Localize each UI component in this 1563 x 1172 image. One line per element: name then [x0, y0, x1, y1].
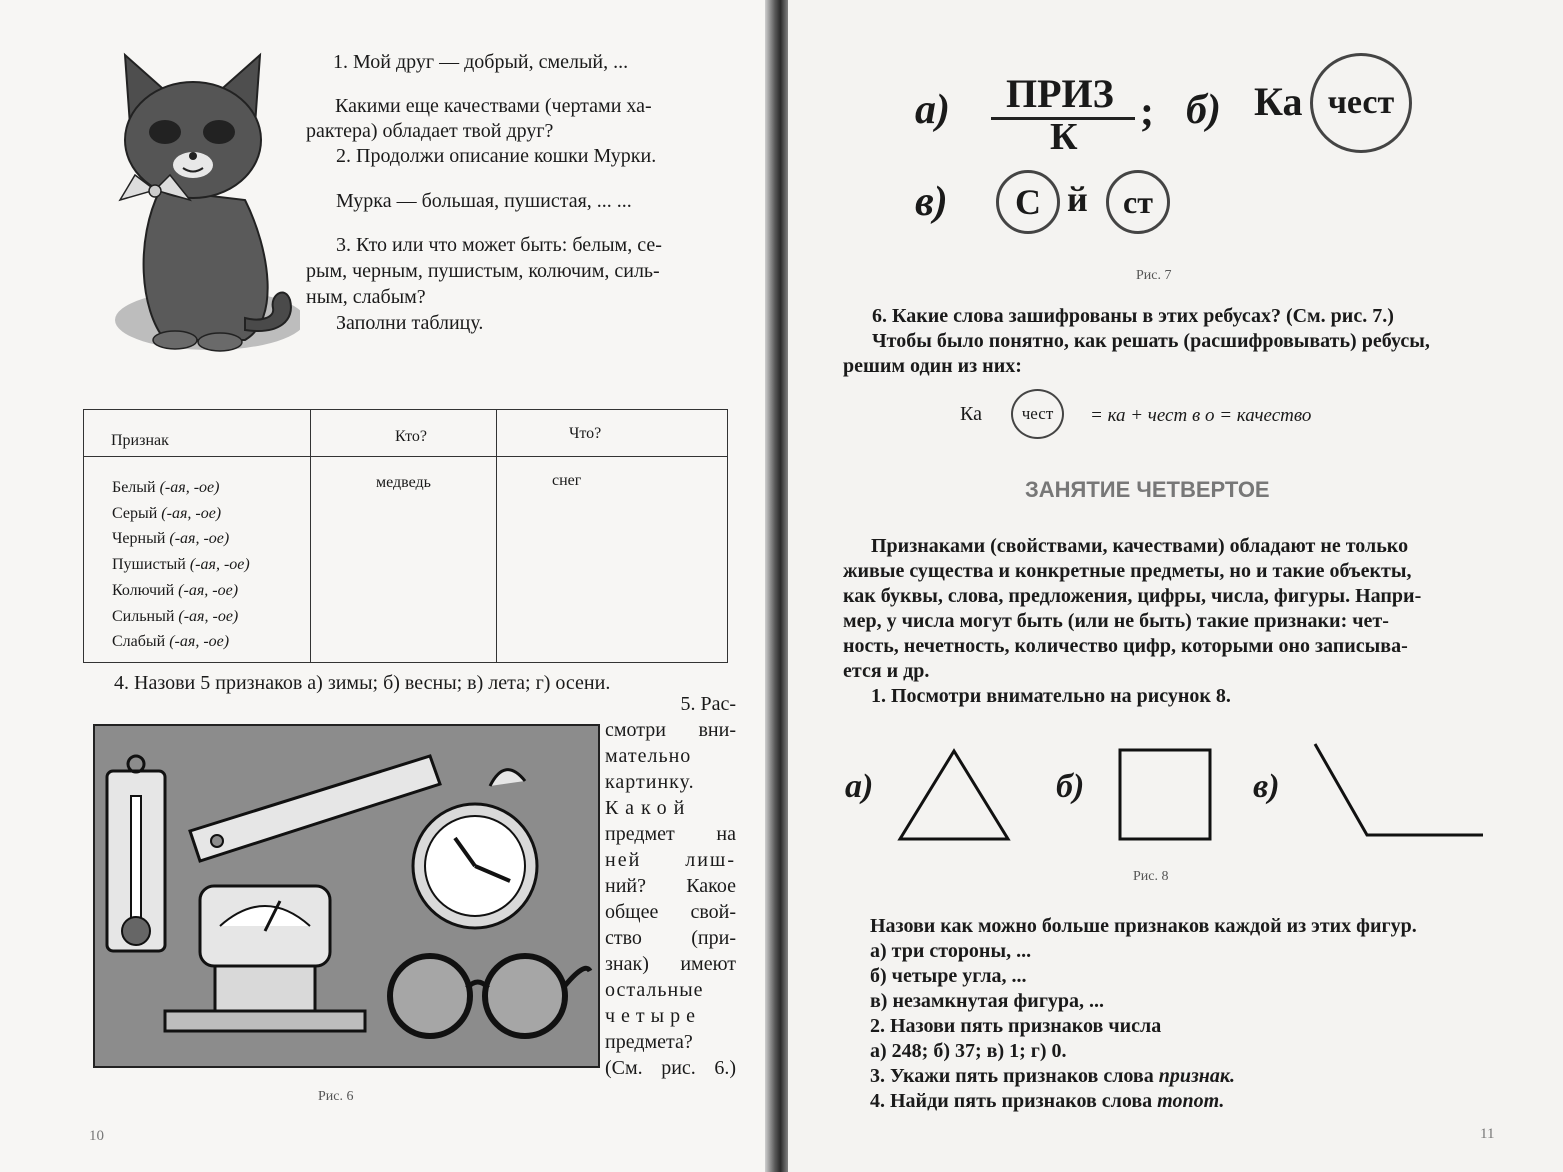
question-6-line1: 6. Какие слова зашифрованы в этих ребусах? (См. рис. 7.) — [872, 305, 1394, 327]
rebus-c-middle: й — [1067, 179, 1088, 219]
rebus-b-text: Ка — [1254, 79, 1303, 124]
rebus-a-numerator: ПРИЗ — [1006, 71, 1114, 116]
trait-list — [112, 475, 250, 655]
task-line: а) три стороны, ... — [870, 940, 1032, 962]
task-line: Назови как можно больше признаков каждой из этих фигур. — [870, 915, 1417, 937]
question-5-line: четыре — [605, 1005, 701, 1027]
task-line: в) незамкнутая фигура, ... — [870, 990, 1105, 1012]
figure-6-illustration — [93, 724, 600, 1068]
trait-row: Черный (-ая, -ое) — [112, 530, 230, 548]
right-page — [788, 0, 1563, 1172]
question-5-line: (См. рис. 6.) — [605, 1057, 736, 1079]
paragraph-line: живые существа и конкретные предметы, но и такие объекты, — [843, 560, 1412, 582]
question-5-line: ство (при- — [605, 927, 736, 949]
paragraph-line: мер, у числа могут быть (или не быть) такие признаки: чет- — [843, 610, 1389, 632]
task-line: 2. Назови пять признаков числа — [870, 1015, 1162, 1037]
trait-row: Серый (-ая, -ое) — [112, 504, 222, 522]
question-5-line: предмет на — [605, 823, 736, 845]
question-3-line3: ным, слабым? — [306, 286, 426, 308]
table-cell-who-example: медведь — [376, 474, 431, 491]
question-3-line4: Заполни таблицу. — [336, 312, 484, 334]
triangle-shape — [900, 751, 1008, 839]
figure-8-caption: Рис. 8 — [1133, 869, 1169, 884]
question-5 — [605, 691, 736, 1081]
rebus-separator: ; — [1140, 89, 1154, 135]
lesson-paragraph — [843, 534, 1486, 709]
task-line: 4. Найди пять признаков слова топот. — [870, 1090, 1225, 1112]
cat-illustration — [95, 50, 300, 360]
paragraph-line: Признаками (свойствами, качествами) обладают не только — [871, 535, 1409, 557]
rebus-a-label: а) — [915, 87, 950, 133]
paragraph-line: как буквы, слова, предложения, цифры, числа, фигуры. Напри- — [843, 585, 1422, 607]
question-2-sub: Мурка — большая, пушистая, ... ... — [336, 190, 632, 212]
paragraph-line: ность, нечетность, количество цифр, которыми оно записыва- — [843, 635, 1408, 657]
question-5-line: смотри вни- — [605, 719, 736, 741]
question-3-line1: 3. Кто или что может быть: белым, се- — [336, 234, 662, 256]
trait-row: Пушистый (-ая, -ое) — [112, 556, 250, 574]
question-6-line3: решим один из них: — [843, 355, 1022, 377]
table-header-trait: Признак — [111, 432, 169, 449]
question-5-line: остальные — [605, 979, 704, 1001]
solution-ring: чест — [1011, 389, 1064, 439]
question-1: 1. Мой друг — добрый, смелый, ... — [333, 51, 629, 73]
task-line: а) 248; б) 37; в) 1; г) 0. — [870, 1040, 1067, 1062]
solution-ka: Ка — [960, 403, 982, 425]
solution-expression: = ка + чест в о = качество — [1090, 405, 1312, 426]
trait-row: Сильный (-ая, -ое) — [112, 607, 239, 625]
figure-7-caption: Рис. 7 — [1136, 268, 1172, 283]
rebus-c-label: в) — [915, 179, 948, 225]
page-number-right: 11 — [1480, 1126, 1495, 1142]
trait-table — [83, 409, 728, 663]
task-line: 3. Укажи пять признаков слова признак. — [870, 1065, 1236, 1087]
rebus-c-ring-2: ст — [1106, 170, 1170, 234]
square-shape — [1120, 750, 1210, 839]
question-5-line: ний? Какое — [605, 875, 736, 897]
question-1-sub-line2: рактера) обладает твой друг? — [306, 120, 554, 142]
table-header-who: Кто? — [395, 428, 427, 445]
question-5-line: предмета? — [605, 1031, 693, 1053]
task-line: б) четыре угла, ... — [870, 965, 1027, 987]
question-2: 2. Продолжи описание кошки Мурки. — [336, 145, 657, 167]
rebus-b-label: б) — [1186, 87, 1221, 133]
rebus-a-denominator: К — [1050, 116, 1078, 158]
trait-row: Слабый (-ая, -ое) — [112, 633, 230, 651]
question-5-line: мательно — [605, 745, 692, 767]
page-number-left: 10 — [89, 1128, 104, 1144]
rebus-c-ring-1: С — [996, 170, 1060, 234]
paragraph-line: 1. Посмотри внимательно на рисунок 8. — [871, 685, 1231, 707]
figure-8-label-c: в) — [1253, 768, 1280, 805]
question-5-line: 5. Рас- — [680, 693, 736, 715]
paragraph-line: ется и др. — [843, 660, 930, 682]
table-header-what: Что? — [569, 425, 602, 442]
question-5-line: ней лиш- — [605, 849, 736, 871]
question-3-line2: рым, черным, пушистым, колючим, силь- — [306, 260, 660, 282]
question-5-line: общее свой- — [605, 901, 736, 923]
question-5-line: Какой — [605, 797, 692, 819]
question-5-line: картинку. — [605, 771, 695, 793]
rebus-b-ring: чест — [1310, 53, 1412, 153]
figure-6-drawing — [95, 726, 600, 1068]
question-5-line: знак) имеют — [605, 953, 736, 975]
lesson-title: ЗАНЯТИЕ ЧЕТВЕРТОЕ — [1025, 477, 1270, 502]
table-cell-what-example: снег — [552, 472, 582, 489]
open-figure-shape — [1315, 744, 1483, 835]
question-1-sub-line1: Какими еще качествами (чертами ха- — [335, 95, 652, 117]
figure-8-shapes — [893, 740, 1493, 845]
question-4: 4. Назови 5 признаков а) зимы; б) весны; в) лета; г) осени. — [114, 672, 611, 694]
figure-8-label-b: б) — [1056, 768, 1085, 805]
figure-8-label-a: а) — [845, 768, 874, 805]
figure-6-caption: Рис. 6 — [318, 1089, 354, 1104]
left-page — [0, 0, 772, 1172]
task-list — [870, 914, 1417, 1114]
trait-row: Белый (-ая, -ое) — [112, 479, 220, 496]
trait-row: Колючий (-ая, -ое) — [112, 581, 239, 599]
question-6-line2: Чтобы было понятно, как решать (расшифровывать) ребусы, — [872, 330, 1430, 352]
